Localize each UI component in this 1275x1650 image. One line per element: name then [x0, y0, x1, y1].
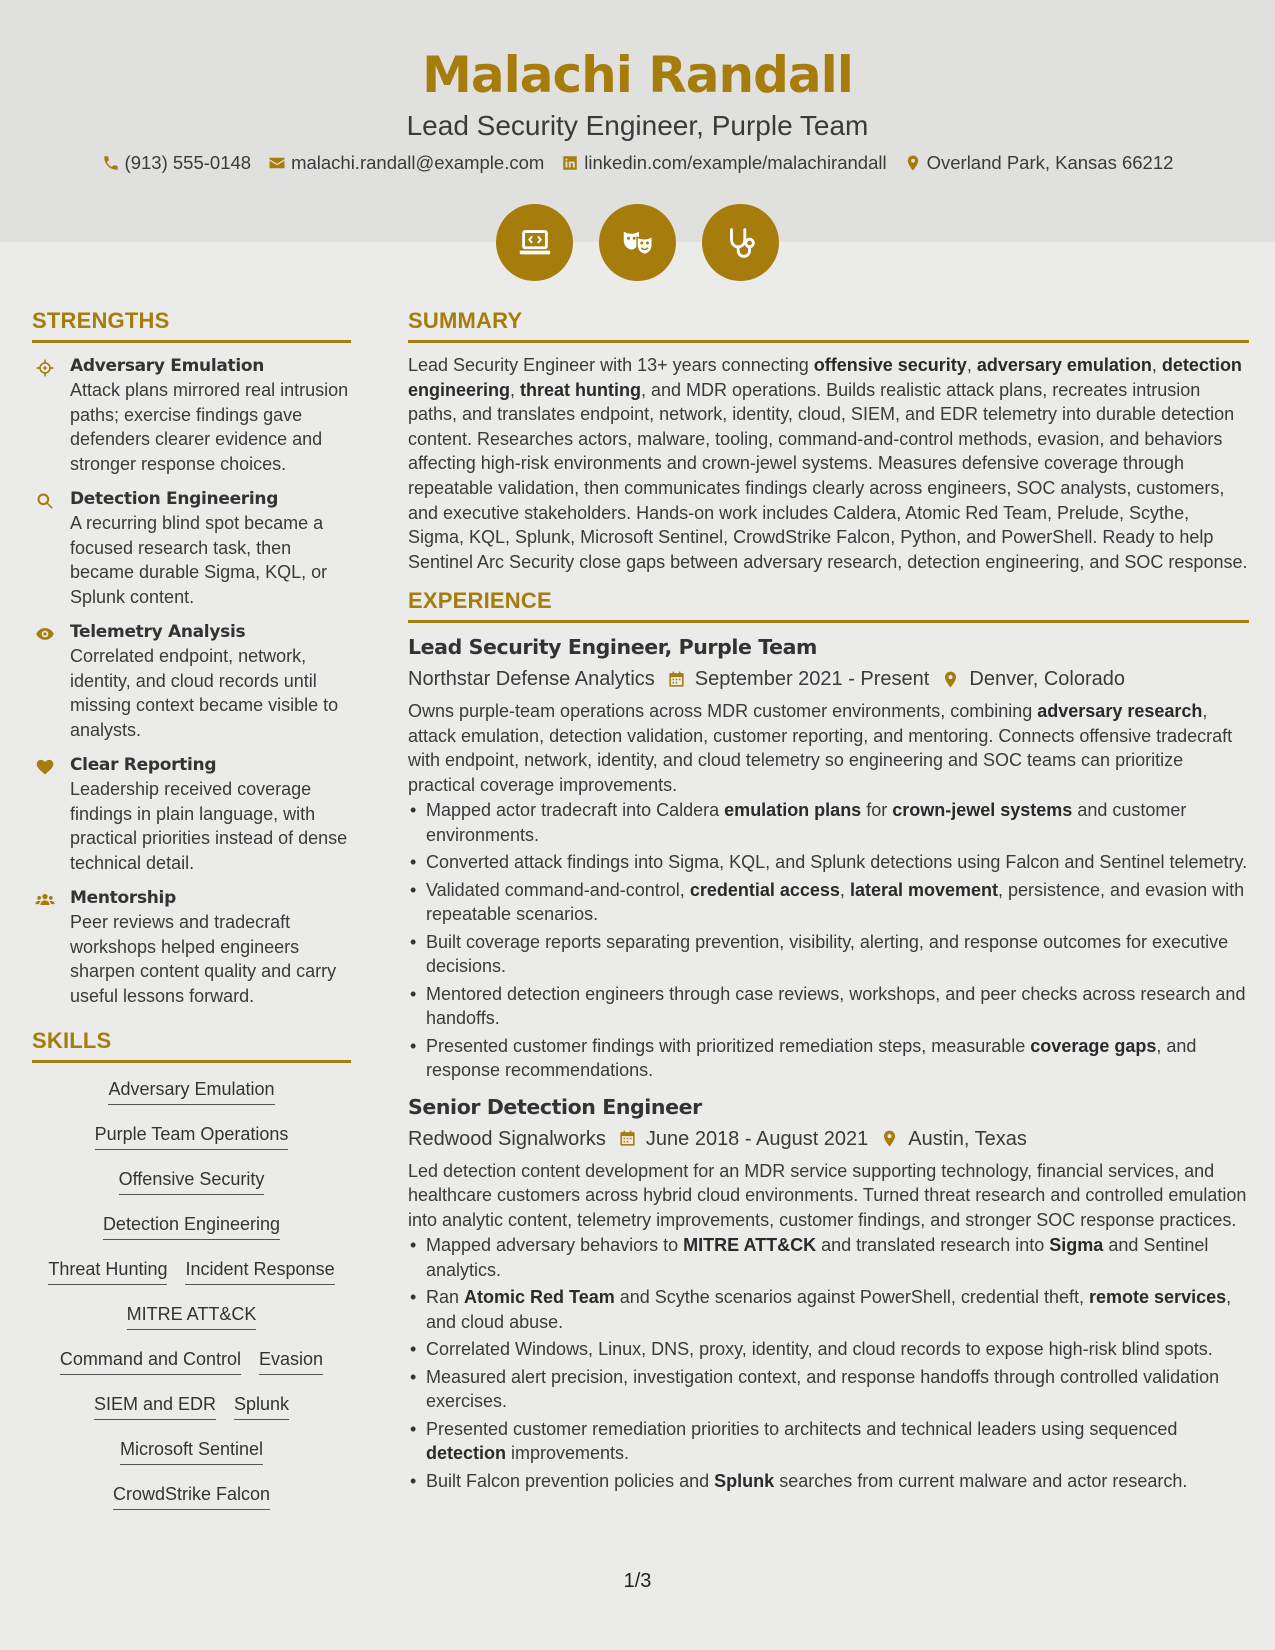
candidate-title: Lead Security Engineer, Purple Team: [406, 110, 869, 141]
contact-phone[interactable]: [102, 152, 252, 174]
job-location: Denver, Colorado: [969, 668, 1126, 691]
skills-list: [32, 1073, 351, 1523]
contact-email[interactable]: [268, 152, 544, 174]
skill-tag: Threat Hunting: [48, 1259, 167, 1285]
linkedin-icon: [561, 154, 579, 172]
badge-stethoscope: [702, 204, 779, 281]
left-column: [32, 308, 351, 1523]
skill-tag: Splunk: [234, 1394, 289, 1420]
strength-title: Adversary Emulation: [70, 356, 265, 376]
calendar-icon: [667, 670, 686, 689]
contact-location: [904, 152, 1174, 174]
resume-header: [0, 0, 1275, 242]
eye-icon: [35, 624, 55, 644]
candidate-name: Malachi Randall: [422, 46, 853, 104]
skill-tag: Incident Response: [185, 1259, 334, 1285]
job-title: Lead Security Engineer, Purple Team: [408, 635, 818, 660]
strength-title: Telemetry Analysis: [70, 622, 246, 642]
job-location: Austin, Texas: [908, 1127, 1027, 1150]
heart-icon: [35, 757, 55, 777]
users-icon: [35, 890, 55, 910]
bullet-item: • Built coverage reports separating prevention, visibility, alerting, and response outcomes for executive decisions.: [408, 930, 1249, 979]
laptop-code-icon: [516, 224, 554, 262]
job-dates: June 2018 - August 2021: [645, 1127, 869, 1150]
bullet-item: • Measured alert precision, investigation context, and response handoffs through controlled validation exercises.: [408, 1365, 1249, 1414]
job-dates: September 2021 - Present: [694, 668, 930, 691]
strength-desc: Leadership received coverage findings in plain language, with practical priorities instead of dense technical detail.: [70, 779, 348, 873]
job-bullets: [408, 1233, 1249, 1493]
skill-tag: Command and Control: [60, 1349, 241, 1375]
bullet-item: • Converted attack findings into Sigma, KQL, and Splunk detections using Falcon and Sentinel telemetry.: [408, 850, 1249, 875]
map-marker-icon: [904, 154, 922, 172]
strength-item: [32, 754, 351, 875]
map-marker-icon: [880, 1129, 899, 1148]
stethoscope-icon: [722, 224, 760, 262]
skill-tag: Detection Engineering: [103, 1214, 280, 1240]
job-description: Owns purple-team operations across MDR customer environments, combining adversary research, attack emulation, detection validation, customer reporting, and mentoring. Connects offensive tradecraft with endpoint, network, identity, and cloud telemetry so engineering and SOC teams can prioritize practical coverage improvements.: [408, 701, 1233, 795]
phone-text: (913) 555-0148: [124, 152, 252, 173]
summary-text: Lead Security Engineer with 13+ years connecting offensive security, adversary emulation, detection engineering, threat hunting, and MDR operations. Builds realistic attack plans, recreates intrusion paths, and translates endpoint, network, identity, cloud, SIEM, and EDR telemetry into durable detection content. Researches actors, malware, tooling, command-and-control methods, evasion, and behaviors affecting high-risk environments and crown-jewel systems. Measures defensive coverage through repeatable validation, then communicates findings clearly across engineers, SOC analysts, customers, and executive stakeholders. Hands-on work includes Caldera, Atomic Red Team, Prelude, Scythe, Sigma, KQL, Splunk, Microsoft Sentinel, CrowdStrike Falcon, Python, and PowerShell. Ready to help Sentinel Arc Security close gaps between adversary research, detection engineering, and SOC response.: [408, 355, 1248, 572]
summary-heading: SUMMARY: [408, 308, 1249, 343]
strength-desc: Attack plans mirrored real intrusion paths; exercise findings gave defenders clearer evidence and stronger response choices.: [70, 380, 349, 474]
job-company: Redwood Signalworks: [408, 1127, 606, 1150]
strength-title: Clear Reporting: [70, 755, 217, 775]
envelope-icon: [268, 154, 286, 172]
job-entry: [408, 633, 1249, 1083]
badge-theater-masks: [599, 204, 676, 281]
job-entry: [408, 1093, 1249, 1494]
strengths-heading: STRENGTHS: [32, 308, 351, 343]
skill-tag: Evasion: [259, 1349, 323, 1375]
skill-tag: CrowdStrike Falcon: [113, 1484, 270, 1510]
job-company: Northstar Defense Analytics: [408, 668, 655, 691]
skill-tag: Purple Team Operations: [95, 1124, 289, 1150]
badge-laptop-code: [496, 204, 573, 281]
bullet-item: • Mentored detection engineers through case reviews, workshops, and peer checks across research and handoffs.: [408, 982, 1249, 1031]
skills-heading: SKILLS: [32, 1028, 351, 1063]
search-icon: [35, 491, 55, 511]
strength-title: Detection Engineering: [70, 489, 279, 509]
skill-tag: Offensive Security: [119, 1169, 265, 1195]
job-title: Senior Detection Engineer: [408, 1094, 702, 1119]
job-description: Led detection content development for an MDR service supporting technology, financial services, and healthcare customers across hybrid cloud environments. Turned threat research and controlled emulation into analytic content, telemetry improvements, customer findings, and stronger SOC response practices.: [408, 1160, 1247, 1230]
bullet-item: • Built Falcon prevention policies and Splunk searches from current malware and actor research.: [408, 1469, 1249, 1494]
email-text: malachi.randall@example.com: [291, 152, 545, 173]
bullet-item: • Presented customer remediation priorities to architects and technical leaders using sequenced detection improvements.: [408, 1417, 1249, 1466]
job-meta: [408, 665, 1249, 693]
strength-desc: A recurring blind spot became a focused research task, then became durable Sigma, KQL, or Splunk content.: [70, 513, 328, 607]
strength-desc: Peer reviews and tradecraft workshops helped engineers sharpen content quality and carry useful lessons forward.: [70, 912, 337, 1006]
strength-item: [32, 887, 351, 1008]
skill-tag: MITRE ATT&CK: [127, 1304, 257, 1330]
right-column: [408, 308, 1249, 1496]
bullet-item: • Mapped actor tradecraft into Caldera emulation plans for crown-jewel systems and customer environments.: [408, 798, 1249, 847]
location-text: Overland Park, Kansas 66212: [926, 152, 1174, 173]
strength-title: Mentorship: [70, 888, 176, 908]
bullet-item: • Validated command-and-control, credential access, lateral movement, persistence, and evasion with repeatable scenarios.: [408, 878, 1249, 927]
job-bullets: [408, 798, 1249, 1083]
contact-linkedin[interactable]: [561, 152, 886, 174]
strength-desc: Correlated endpoint, network, identity, and cloud records until missing context became visible to analysts.: [70, 646, 339, 740]
bullet-item: • Mapped adversary behaviors to MITRE ATT&CK and translated research into Sigma and Sentinel analytics.: [408, 1233, 1249, 1282]
page-number: 1/3: [623, 1570, 652, 1592]
bullet-item: • Ran Atomic Red Team and Scythe scenarios against PowerShell, credential theft, remote services, and cloud abuse.: [408, 1285, 1249, 1334]
skill-tag: SIEM and EDR: [94, 1394, 216, 1420]
theater-masks-icon: [619, 224, 657, 262]
bullet-item: • Presented customer findings with prioritized remediation steps, measurable coverage gaps, and response recommendations.: [408, 1034, 1249, 1083]
bullet-item: • Correlated Windows, Linux, DNS, proxy, identity, and cloud records to expose high-risk blind spots.: [408, 1337, 1249, 1362]
badge-row: [0, 204, 1275, 281]
strength-item: [32, 621, 351, 742]
phone-icon: [102, 154, 120, 172]
map-marker-icon: [941, 670, 960, 689]
linkedin-text: linkedin.com/example/malachirandall: [584, 152, 887, 173]
strength-item: [32, 355, 351, 476]
skill-tag: Microsoft Sentinel: [120, 1439, 263, 1465]
skill-tag: Adversary Emulation: [108, 1079, 274, 1105]
strengths-list: [32, 355, 351, 1008]
experience-heading: EXPERIENCE: [408, 588, 1249, 623]
contact-bar: [0, 152, 1275, 174]
calendar-icon: [618, 1129, 637, 1148]
strength-item: [32, 488, 351, 609]
job-meta: [408, 1125, 1249, 1153]
crosshairs-icon: [35, 358, 55, 378]
